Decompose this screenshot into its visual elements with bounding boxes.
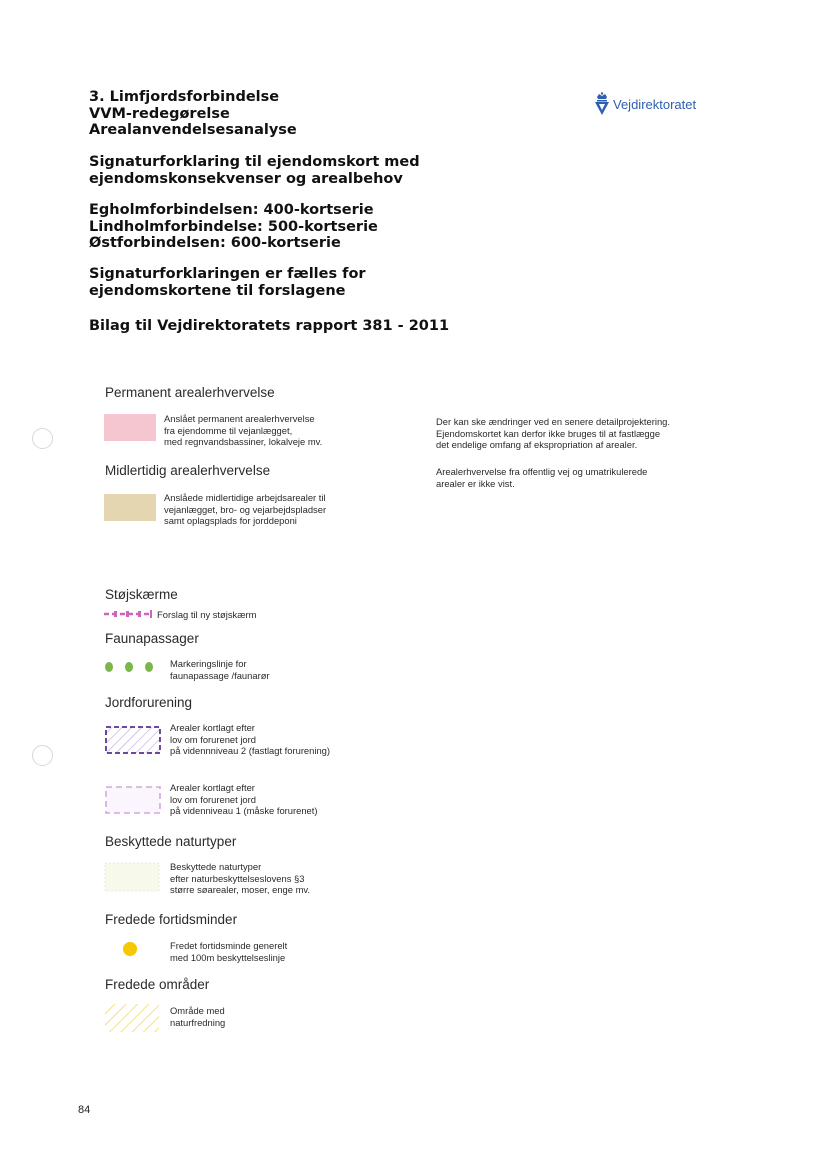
soil-level-1-description bbox=[170, 782, 317, 817]
note-changes-line-2: Ejendomskortet kan derfor ikke bruges til at fastlægge bbox=[436, 427, 661, 439]
fauna-description bbox=[170, 658, 270, 681]
permanent-description bbox=[164, 413, 322, 448]
note-changes-line-3: det endelige omfang af ekspropriation af arealer. bbox=[436, 439, 638, 450]
crown-shield-icon bbox=[594, 92, 610, 116]
fauna-passage-symbol bbox=[104, 660, 156, 674]
heading-noise-barriers: Støjskærme bbox=[105, 587, 178, 602]
protected-area-symbol bbox=[104, 1003, 160, 1033]
series-line-1: Egholmforbindelsen: 400-kortserie bbox=[89, 202, 374, 218]
common-line-2: ejendomskortene til forslagene bbox=[89, 282, 346, 299]
subtitle-line-2: ejendomskonsekvenser og arealbehov bbox=[89, 170, 403, 187]
soil-level-2-line-2: lov om forurenet jord bbox=[170, 733, 256, 745]
soil-level-2-line-3: på vidennniveau 2 (fastlagt forurening) bbox=[170, 745, 330, 756]
permanent-line-1: Anslået permanent arealerhvervelse bbox=[164, 413, 315, 424]
note-changes-line-1: Der kan ske ændringer ved en senere detailprojektering. bbox=[436, 416, 670, 427]
protected-area-line-1: Område med bbox=[170, 1005, 225, 1016]
report-title-line-1: 3. Limfjordsforbindelse bbox=[89, 89, 280, 105]
noise-barrier-description: Forslag til ny støjskærm bbox=[157, 609, 257, 620]
logo-text: Vejdirektoratet bbox=[613, 96, 697, 112]
subtitle-line-1: Signaturforklaring til ejendomskort med bbox=[89, 154, 420, 170]
heading-protected-monuments: Fredede fortidsminder bbox=[105, 912, 238, 927]
permanent-line-3: med regnvandsbassiner, lokalveje mv. bbox=[164, 436, 323, 447]
page-number: 84 bbox=[78, 1104, 91, 1116]
punch-hole-bottom bbox=[32, 745, 53, 766]
common-legend-block bbox=[89, 266, 366, 299]
protected-nature-line-1: Beskyttede naturtyper bbox=[170, 861, 262, 872]
protected-nature-symbol bbox=[104, 862, 160, 892]
soil-level-2-symbol bbox=[104, 725, 162, 755]
common-line-1: Signaturforklaringen er fælles for bbox=[89, 266, 366, 282]
map-series-block bbox=[89, 202, 378, 252]
fauna-line-2: faunapassage /faunarør bbox=[170, 669, 270, 681]
note-changes bbox=[436, 416, 670, 451]
soil-level-1-line-1: Arealer kortlagt efter bbox=[170, 782, 255, 793]
soil-level-2-line-1: Arealer kortlagt efter bbox=[170, 722, 255, 733]
heading-permanent: Permanent arealerhvervelse bbox=[105, 385, 275, 400]
protected-nature-description bbox=[170, 861, 310, 896]
heading-fauna-passages: Faunapassager bbox=[105, 631, 199, 646]
permanent-line-2: fra ejendomme til vejanlægget, bbox=[164, 424, 293, 436]
series-line-2: Lindholmforbindelse: 500-kortserie bbox=[89, 218, 378, 235]
temporary-acquisition-swatch bbox=[104, 494, 156, 521]
protected-nature-line-3: større søarealer, moser, enge mv. bbox=[170, 884, 310, 895]
heading-protected-areas: Fredede områder bbox=[105, 977, 210, 992]
monument-dot-icon bbox=[122, 941, 138, 957]
temporary-line-3: samt oplagsplads for jorddeponi bbox=[164, 515, 297, 526]
protected-nature-line-2: efter naturbeskyttelseslovens §3 bbox=[170, 872, 305, 884]
soil-level-1-line-2: lov om forurenet jord bbox=[170, 793, 256, 805]
monument-line-2: med 100m beskyttelseslinje bbox=[170, 951, 286, 963]
vejdirektoratet-logo bbox=[594, 92, 696, 116]
protected-area-line-2: naturfredning bbox=[170, 1016, 226, 1028]
permanent-acquisition-swatch bbox=[104, 414, 156, 441]
monument-description bbox=[170, 940, 287, 963]
heading-soil-contamination: Jordforurening bbox=[105, 695, 193, 710]
protected-area-description bbox=[170, 1005, 225, 1028]
report-title-block bbox=[89, 89, 297, 139]
temporary-line-1: Anslåede midlertidige arbejdsarealer til bbox=[164, 492, 326, 503]
note-public-roads-line-2: arealer er ikke vist. bbox=[436, 477, 515, 489]
report-title-line-3: Arealanvendelsesanalyse bbox=[89, 122, 297, 138]
heading-protected-nature: Beskyttede naturtyper bbox=[105, 834, 237, 849]
fauna-line-1: Markeringslinje for bbox=[170, 658, 247, 669]
soil-level-2-description bbox=[170, 722, 330, 757]
series-line-3: Østforbindelsen: 600-kortserie bbox=[89, 235, 341, 251]
punch-hole-top bbox=[32, 428, 53, 449]
legend-subtitle-block bbox=[89, 154, 420, 187]
appendix-line: Bilag til Vejdirektoratets rapport 381 - 2011 bbox=[89, 318, 450, 334]
soil-level-1-line-3: på videnniveau 1 (måske forurenet) bbox=[170, 805, 318, 816]
noise-barrier-symbol bbox=[104, 608, 154, 620]
monument-line-1: Fredet fortidsminde generelt bbox=[170, 940, 288, 951]
note-public-roads bbox=[436, 466, 647, 489]
soil-level-1-symbol bbox=[104, 785, 162, 815]
heading-temporary: Midlertidig arealerhvervelse bbox=[105, 463, 271, 478]
report-title-line-2: VVM-redegørelse bbox=[89, 105, 230, 122]
temporary-line-2: vejanlægget, bro- og vejarbejdspladser bbox=[164, 503, 327, 515]
note-public-roads-line-1: Arealerhvervelse fra offentlig vej og umatrikulerede bbox=[436, 466, 648, 477]
temporary-description bbox=[164, 492, 326, 527]
